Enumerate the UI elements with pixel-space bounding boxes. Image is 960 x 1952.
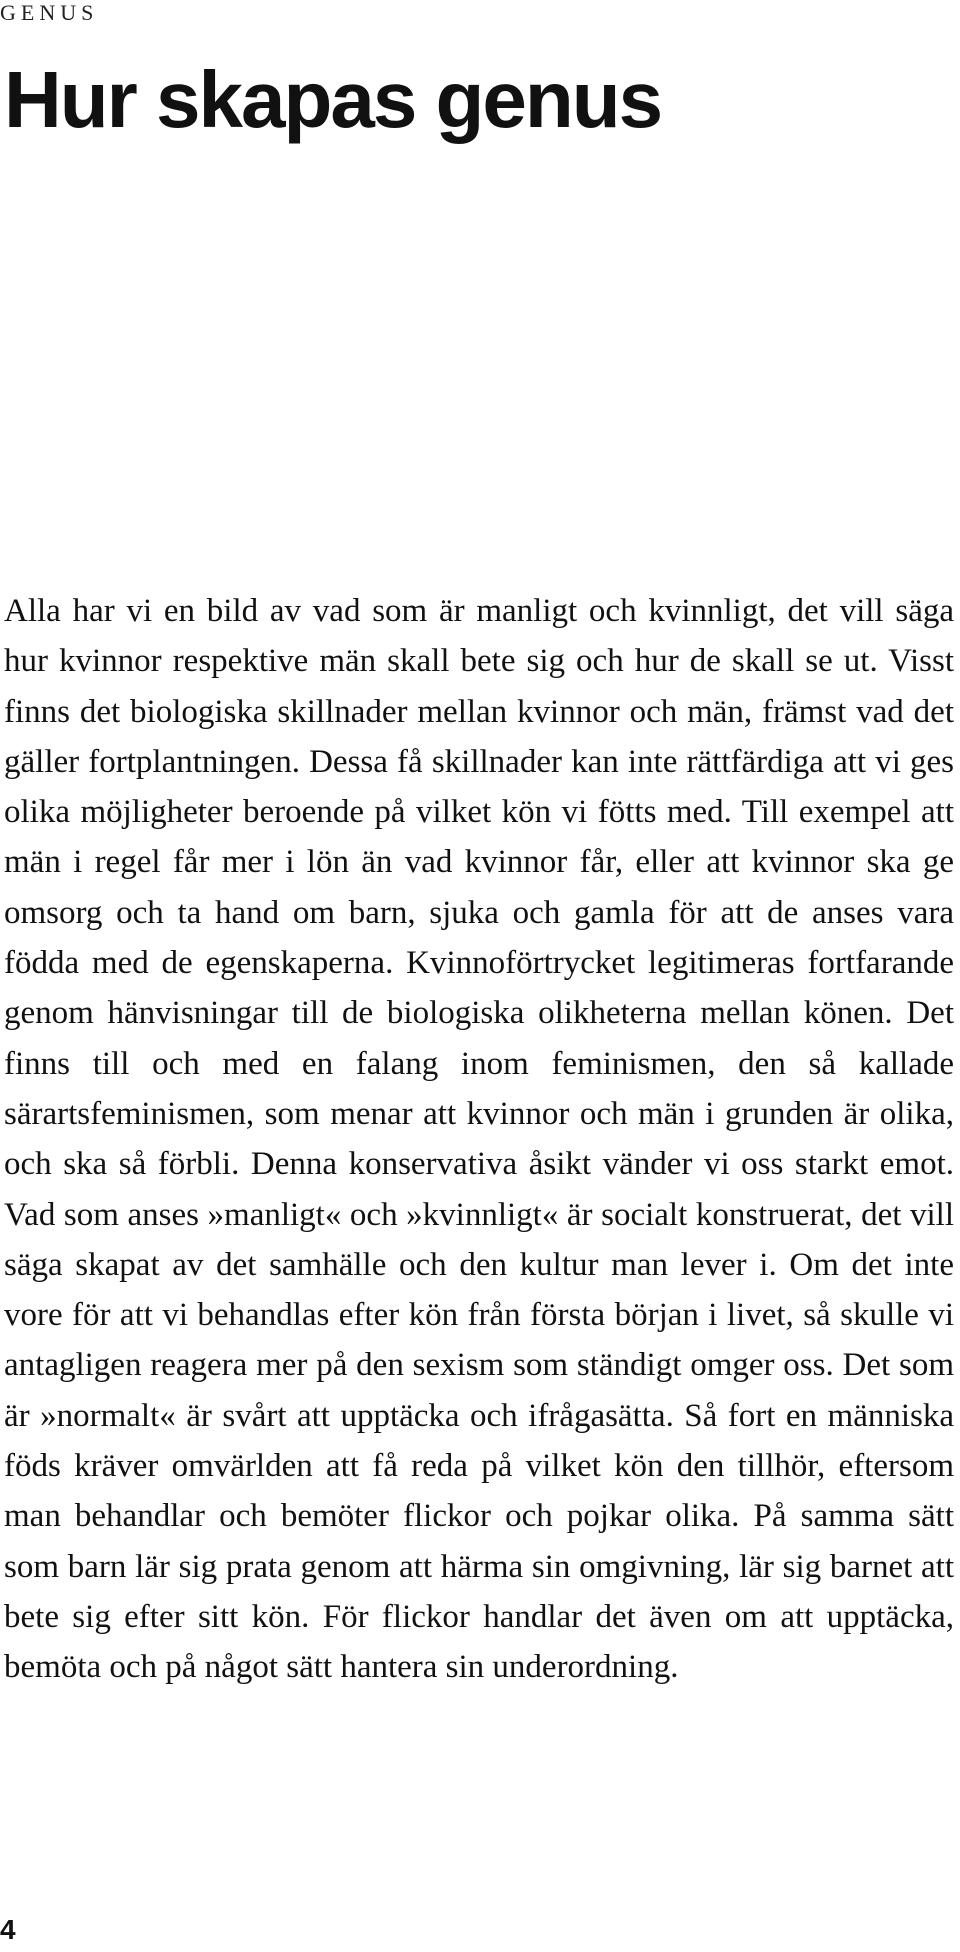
running-head: GENUS [0,0,99,25]
page-title: Hur skapas genus [4,55,662,144]
body-paragraph: Alla har vi en bild av vad som är manligt och kvinnligt, det vill säga hur kvinnor respektive män skall bete sig och hur de skall se ut. Visst finns det biologiska skillnader mellan kvinnor och män, främst vad det gäller fortplantningen. Dessa få skillnader kan inte rättfärdiga att vi ges olika möjligheter beroende på vilket kön vi fötts med. Till exempel att män i regel får mer i lön än vad kvinnor får, eller att kvinnor ska ge omsorg och ta hand om barn, sjuka och gamla för att de anses vara födda med de egenskaperna. Kvinnoförtrycket legitimeras fortfarande genom hänvisningar till de biologiska olikheterna mellan könen. Det finns till och med en falang inom feminismen, den så kallade särartsfeminismen, som menar att kvinnor och män i grunden är olika, och ska så förbli. Denna konservativa åsikt vänder vi oss starkt emot. Vad som anses »manligt« och »kvinnligt« är socialt konstruerat, det vill säga skapat av det samhälle och den kultur man lever i. Om det inte vore för att vi behandlas efter kön från första början i livet, så skulle vi antagligen reagera mer på den sexism som ständigt omger oss. Det som är »normalt« är svårt att upptäcka och ifrågasätta. Så fort en människa föds kräver omvärlden att få reda på vilket kön den tillhör, eftersom man behandlar och bemöter flickor och pojkar olika. På samma sätt som barn lär sig prata genom att härma sin omgivning, lär sig barnet att bete sig efter sitt kön. För flickor handlar det även om att upptäcka, bemöta och på något sätt hantera sin underordning. [4,593,954,1686]
page-number: 4 [0,1914,16,1945]
